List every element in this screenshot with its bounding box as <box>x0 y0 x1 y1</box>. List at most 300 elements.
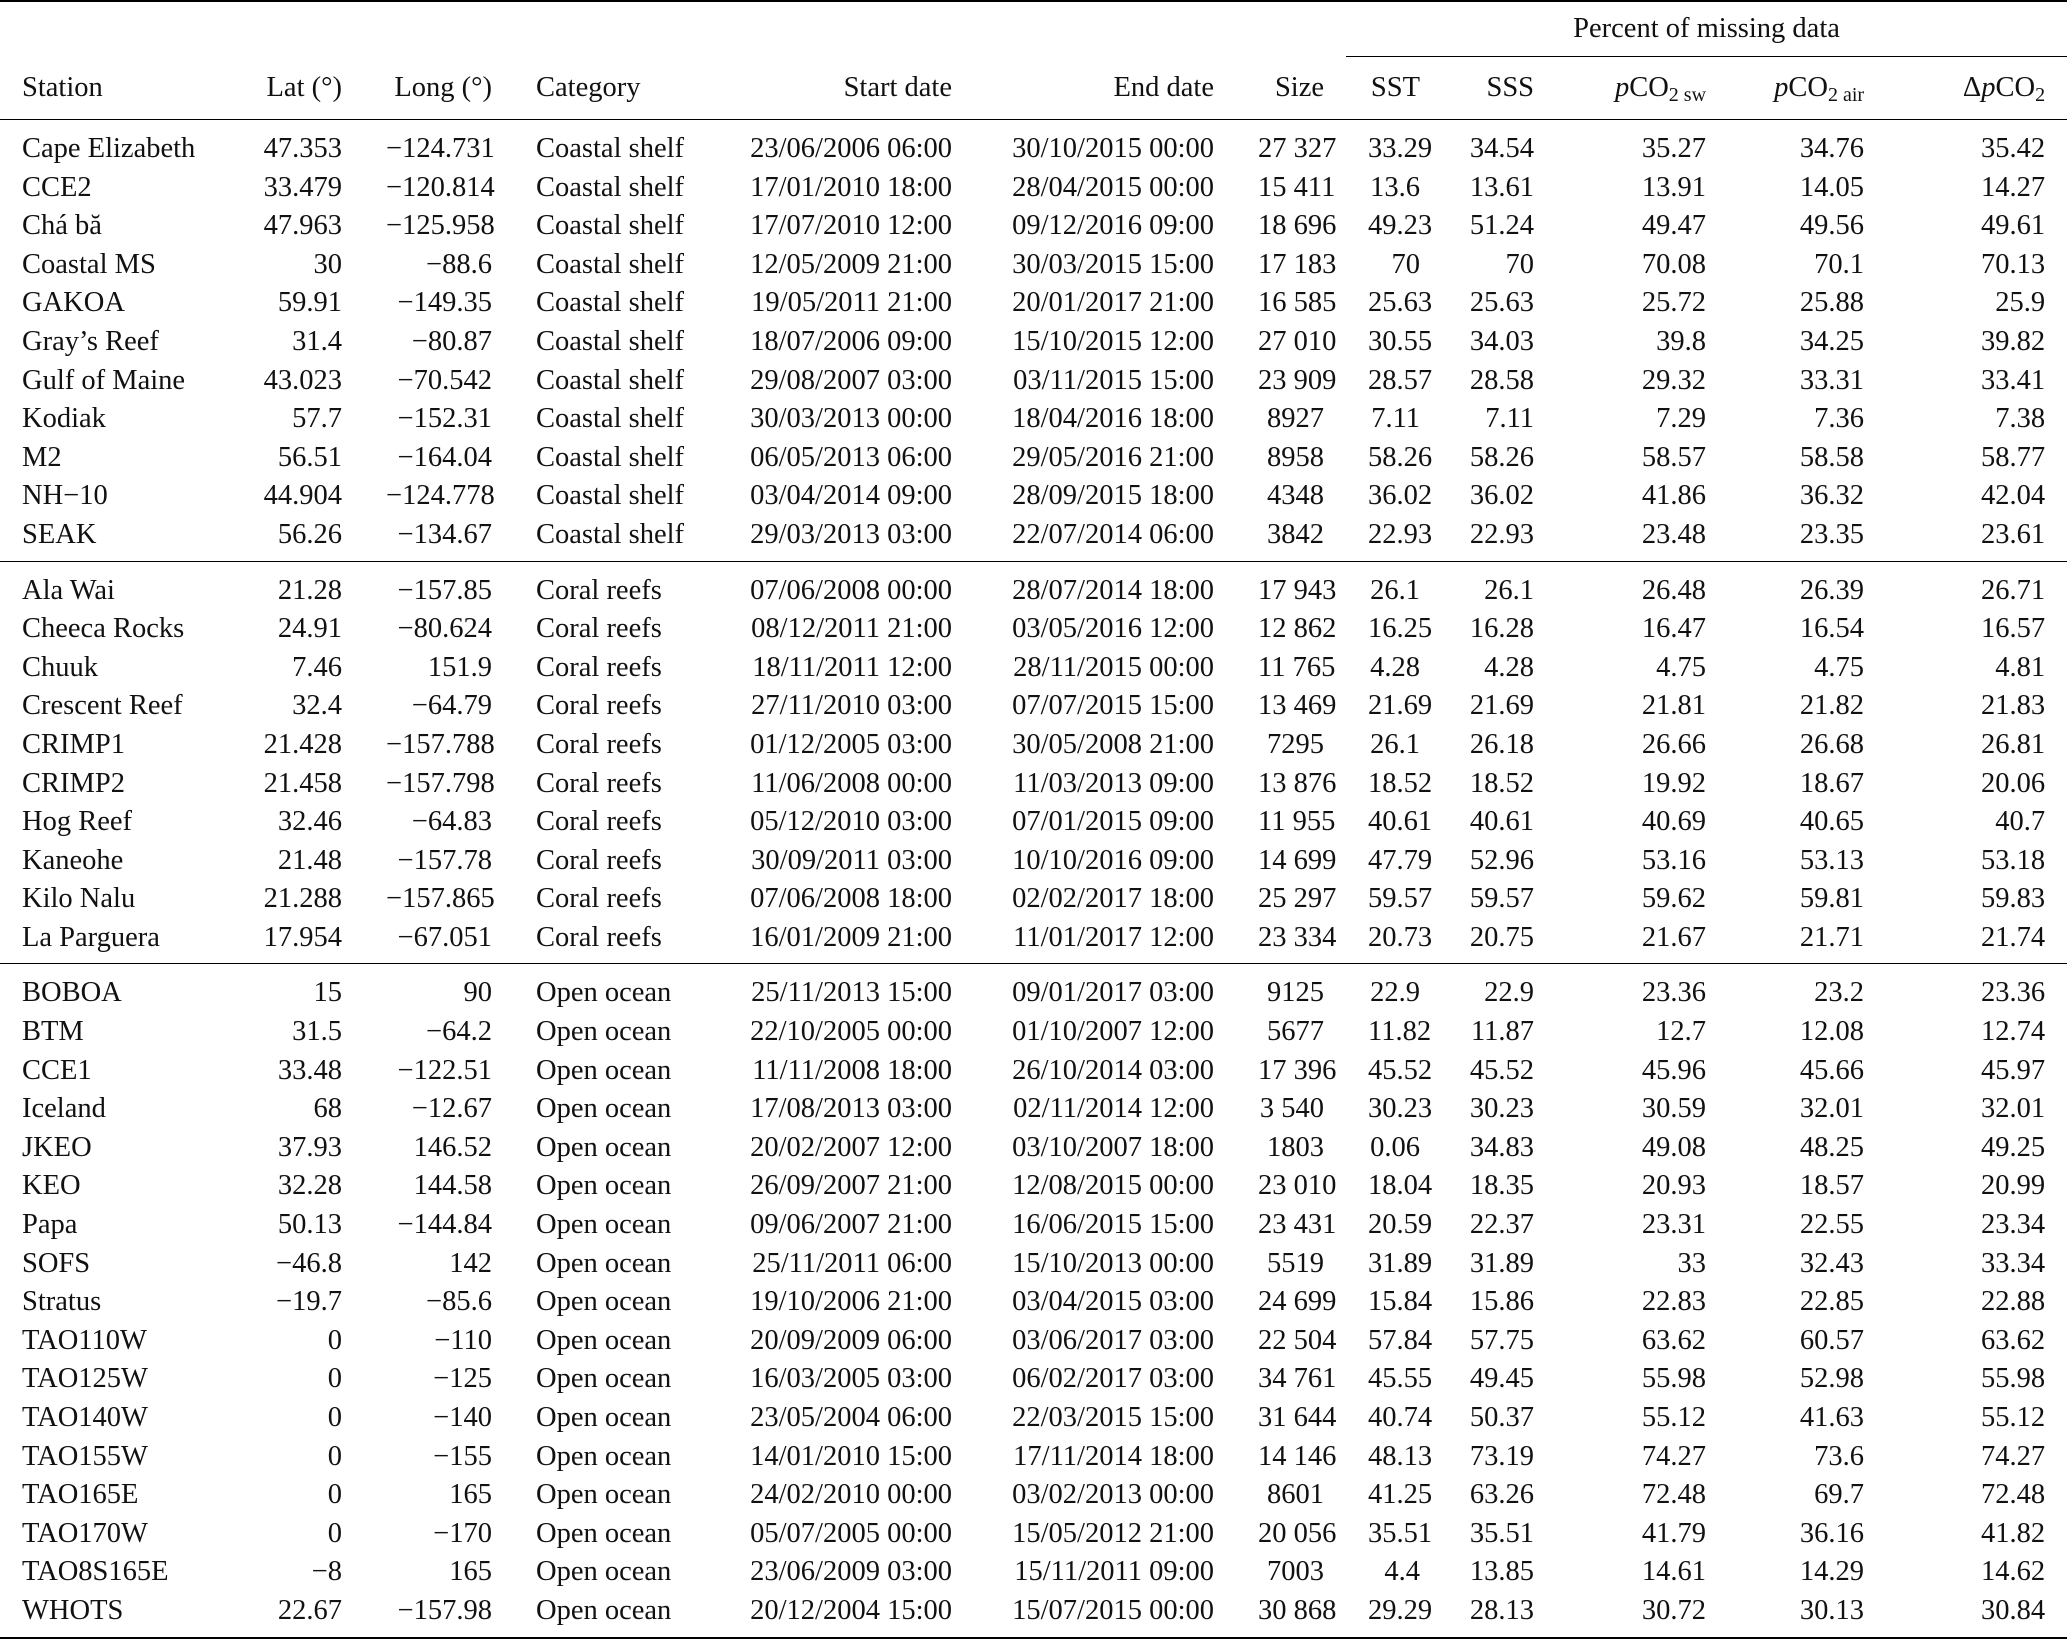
cell-pco2-air: 4.75 <box>1814 651 1865 683</box>
cell-pco2-air: 45.66 <box>1799 1054 1865 1086</box>
cell-delta-pco2: 30.84 <box>1886 1592 2067 1638</box>
cell-long: −152.31 <box>397 403 492 435</box>
cell-sst: 0.06 <box>1370 1131 1421 1163</box>
cell-end-date: 12/08/2015 00:00 <box>1012 1170 1214 1202</box>
cell-pco2-sw: 22.83 <box>1641 1286 1707 1318</box>
percent-missing-header: Percent of missing data <box>1346 1 2067 57</box>
cell-pco2-sw: 21.81 <box>1641 690 1707 722</box>
cell-delta-pco2: 33.34 <box>1980 1247 2046 1279</box>
cell-lat: 22.67 <box>224 1592 364 1638</box>
cell-size: 13 876 <box>1258 767 1337 799</box>
cell-pco2-sw: 21.67 <box>1641 921 1707 953</box>
cell-pco2-air: 30.13 <box>1728 1592 1886 1638</box>
cell-end-date: 30/03/2015 15:00 <box>1012 248 1214 280</box>
cell-pco2-air: 22.85 <box>1799 1286 1865 1318</box>
cell-pco2-air: 36.32 <box>1799 480 1865 512</box>
cell-sss: 35.51 <box>1469 1517 1535 1549</box>
cell-delta-pco2: 35.42 <box>1980 133 2046 164</box>
cell-delta-pco2: 23.34 <box>1980 1209 2046 1241</box>
cell-long: −80.87 <box>411 325 492 357</box>
cell-sst: 70 <box>1391 248 1421 280</box>
cell-long: 151.9 <box>427 651 492 683</box>
cell-lat: 0 <box>327 1363 342 1395</box>
cell-size: 27 010 <box>1258 325 1337 357</box>
cell-pco2-air: 18.57 <box>1799 1170 1865 1202</box>
cell-end-date: 28/11/2015 00:00 <box>1013 651 1214 683</box>
cell-station: Cape Elizabeth <box>22 133 196 164</box>
cell-category: Coral reefs <box>536 728 662 760</box>
cell-pco2-sw: 41.86 <box>1641 480 1707 512</box>
cell-delta-pco2: 14.62 <box>1980 1556 2046 1588</box>
cell-size: 5519 <box>1267 1247 1325 1279</box>
cell-station: Kaneohe <box>22 844 124 876</box>
cell-pco2-sw: 26.48 <box>1556 561 1728 610</box>
cell-station: GAKOA <box>22 287 125 319</box>
cell-start-date: 06/05/2013 06:00 <box>750 441 952 473</box>
table-row <box>0 765 2067 804</box>
cell-category: Coastal shelf <box>536 441 685 473</box>
cell-pco2-air: 34.25 <box>1799 325 1865 357</box>
cell-sss: 52.96 <box>1469 844 1535 876</box>
col-start-date: Start date <box>714 57 974 120</box>
cell-sst: 48.13 <box>1368 1440 1433 1472</box>
cell-start-date: 20/09/2009 06:00 <box>750 1324 952 1356</box>
cell-sss: 34.54 <box>1469 133 1535 164</box>
table-row <box>0 1515 2067 1554</box>
cell-category: Coastal shelf <box>536 210 685 242</box>
cell-start-date: 19/10/2006 21:00 <box>750 1286 952 1318</box>
cell-sst: 22.9 <box>1346 964 1442 1013</box>
cell-sst: 28.57 <box>1368 364 1433 396</box>
cell-station: Kodiak <box>22 403 106 435</box>
cell-category: Open ocean <box>536 1556 672 1588</box>
table-row <box>0 1322 2067 1361</box>
cell-size: 5677 <box>1267 1016 1325 1048</box>
cell-pco2-sw: 74.27 <box>1641 1440 1707 1472</box>
cell-start-date: 26/09/2007 21:00 <box>750 1170 952 1202</box>
cell-pco2-sw: 49.47 <box>1641 210 1707 242</box>
cell-size: 20 056 <box>1258 1517 1337 1549</box>
header-row-columns <box>0 57 2067 120</box>
cell-pco2-sw: 70.08 <box>1641 248 1707 280</box>
cell-lat: 47.963 <box>263 210 342 242</box>
cell-pco2-sw: 41.79 <box>1641 1517 1707 1549</box>
col-size: Size <box>1236 57 1346 120</box>
table-row <box>0 1129 2067 1168</box>
cell-size: 16 585 <box>1258 287 1337 319</box>
cell-pco2-air: 22.55 <box>1799 1209 1865 1241</box>
cell-lat: 32.46 <box>277 806 342 838</box>
cell-lat: 31.4 <box>292 325 342 357</box>
cell-size: 18 696 <box>1258 210 1337 242</box>
cell-size: 4348 <box>1267 480 1325 512</box>
cell-start-date: 05/07/2005 00:00 <box>750 1517 952 1549</box>
cell-sst: 58.26 <box>1368 441 1433 473</box>
cell-sss: 40.61 <box>1469 806 1535 838</box>
cell-size: 7003 <box>1267 1556 1325 1588</box>
cell-long: −70.542 <box>397 364 492 396</box>
col-lat: Lat (°) <box>224 57 364 120</box>
cell-lat: 32.28 <box>277 1170 342 1202</box>
cell-size: 11 765 <box>1258 651 1336 683</box>
cell-long: −122.51 <box>397 1054 492 1086</box>
cell-category: Coastal shelf <box>536 325 685 357</box>
cell-pco2-air: 32.01 <box>1799 1093 1865 1125</box>
table-row <box>0 516 2067 561</box>
cell-delta-pco2: 21.83 <box>1980 690 2046 722</box>
cell-size: 25 297 <box>1258 883 1337 915</box>
cell-category: Open ocean <box>536 1209 672 1241</box>
cell-pco2-sw: 30.72 <box>1556 1592 1728 1638</box>
col-sst: SST <box>1346 57 1442 120</box>
cell-delta-pco2: 21.74 <box>1980 921 2046 953</box>
cell-end-date: 09/12/2016 09:00 <box>1012 210 1214 242</box>
cell-delta-pco2: 14.27 <box>1980 171 2046 203</box>
cell-start-date: 23/05/2004 06:00 <box>750 1402 952 1433</box>
cell-sss: 58.26 <box>1469 441 1535 473</box>
cell-delta-pco2: 7.38 <box>1995 403 2046 435</box>
cell-sss: 22.9 <box>1442 964 1556 1013</box>
cell-sss: 18.35 <box>1469 1170 1535 1202</box>
cell-lat: 31.5 <box>292 1016 342 1048</box>
cell-lat: 33.479 <box>263 171 342 203</box>
cell-station: Papa <box>22 1209 78 1241</box>
cell-lat: 15 <box>224 964 364 1013</box>
cell-sss: 70 <box>1505 248 1535 280</box>
cell-delta-pco2: 49.61 <box>1980 210 2046 242</box>
cell-pco2-air: 33.31 <box>1799 364 1865 396</box>
cell-sss: 57.75 <box>1469 1324 1535 1356</box>
cell-start-date: 07/06/2008 18:00 <box>750 883 952 915</box>
cell-sss: 36.02 <box>1469 480 1535 512</box>
cell-pco2-air: 53.13 <box>1799 844 1865 876</box>
cell-pco2-sw: 53.16 <box>1641 844 1707 876</box>
cell-pco2-sw: 13.91 <box>1641 171 1707 203</box>
cell-sst: 13.6 <box>1370 171 1421 203</box>
cell-sst: 20.59 <box>1368 1209 1433 1241</box>
cell-station: Gulf of Maine <box>22 364 186 396</box>
cell-category: Open ocean <box>536 1247 672 1279</box>
cell-end-date: 15/07/2015 00:00 <box>974 1592 1236 1638</box>
cell-end-date: 03/05/2016 12:00 <box>1012 613 1214 645</box>
cell-sss: 49.45 <box>1469 1363 1535 1395</box>
cell-long: −164.04 <box>397 441 492 473</box>
cell-station: TAO140W <box>22 1402 148 1433</box>
cell-lat: 30 <box>313 248 342 280</box>
cell-pco2-sw: 58.57 <box>1641 441 1707 473</box>
cell-start-date: 29/08/2007 03:00 <box>750 364 952 396</box>
table-row <box>0 400 2067 439</box>
cell-long: −140 <box>433 1402 492 1433</box>
cell-lat: 17.954 <box>263 921 342 953</box>
cell-start-date: 25/11/2013 15:00 <box>714 964 974 1013</box>
cell-size: 9125 <box>1236 964 1346 1013</box>
cell-delta-pco2: 20.06 <box>1980 767 2046 799</box>
cell-pco2-sw: 33 <box>1677 1247 1707 1279</box>
cell-pco2-sw: 26.66 <box>1641 728 1707 760</box>
table-row <box>0 362 2067 401</box>
table-row <box>0 323 2067 362</box>
cell-station: M2 <box>22 441 62 473</box>
cell-start-date: 07/06/2008 00:00 <box>714 561 974 610</box>
cell-sst: 47.79 <box>1368 844 1433 876</box>
cell-sss: 26.18 <box>1469 728 1535 760</box>
table-row <box>0 561 2067 610</box>
cell-category: Coral reefs <box>536 767 662 799</box>
cell-station: TAO170W <box>22 1517 148 1549</box>
cell-sst: 4.28 <box>1370 651 1421 683</box>
cell-pco2-sw: 23.31 <box>1641 1209 1707 1241</box>
cell-start-date: 11/11/2008 18:00 <box>752 1054 952 1086</box>
cell-long: −85.6 <box>426 1286 492 1318</box>
cell-sss: 50.37 <box>1469 1402 1535 1433</box>
cell-start-date: 24/02/2010 00:00 <box>750 1479 952 1511</box>
table-row <box>0 1360 2067 1399</box>
table-row <box>0 1592 2067 1638</box>
cell-delta-pco2: 55.12 <box>1980 1402 2046 1433</box>
cell-end-date: 28/07/2014 18:00 <box>974 561 1236 610</box>
cell-long: −110 <box>434 1324 492 1356</box>
cell-long: −144.84 <box>397 1209 492 1241</box>
cell-sst: 4.4 <box>1384 1556 1421 1588</box>
cell-delta-pco2: 12.74 <box>1980 1016 2046 1048</box>
table-row <box>0 1399 2067 1438</box>
cell-pco2-air: 7.36 <box>1814 403 1865 435</box>
cell-sss: 22.93 <box>1469 518 1535 550</box>
cell-delta-pco2: 63.62 <box>1980 1324 2046 1356</box>
table-row <box>0 1438 2067 1477</box>
cell-size: 34 761 <box>1258 1363 1337 1395</box>
cell-long: −157.865 <box>386 883 495 915</box>
cell-pco2-air: 52.98 <box>1799 1363 1865 1395</box>
cell-station: Hog Reef <box>22 806 133 838</box>
cell-category: Coastal shelf <box>536 403 685 435</box>
cell-sss: 30.23 <box>1469 1093 1535 1125</box>
cell-size: 23 909 <box>1258 364 1337 396</box>
cell-pco2-air: 41.63 <box>1799 1402 1865 1433</box>
cell-lat: 57.7 <box>292 403 342 435</box>
cell-start-date: 18/07/2006 09:00 <box>750 325 952 357</box>
cell-end-date: 07/07/2015 15:00 <box>1012 690 1214 722</box>
cell-station: Iceland <box>22 1093 106 1125</box>
cell-pco2-air: 18.67 <box>1799 767 1865 799</box>
cell-long: −120.814 <box>386 171 495 203</box>
cell-station: TAO155W <box>22 1440 148 1472</box>
table-row <box>0 439 2067 478</box>
cell-long: −157.85 <box>364 561 514 610</box>
cell-long: −64.2 <box>426 1016 492 1048</box>
cell-sss: 15.86 <box>1469 1286 1535 1318</box>
cell-pco2-sw: 12.7 <box>1656 1016 1707 1048</box>
cell-sst: 33.29 <box>1368 133 1433 164</box>
cell-category: Coral reefs <box>536 651 662 683</box>
cell-end-date: 07/01/2015 09:00 <box>1012 806 1214 838</box>
cell-sst: 15.84 <box>1368 1286 1433 1318</box>
cell-size: 23 334 <box>1258 921 1337 953</box>
cell-delta-pco2: 49.25 <box>1980 1131 2046 1163</box>
cell-pco2-air: 21.82 <box>1799 690 1865 722</box>
table-row <box>0 1553 2067 1592</box>
cell-sss: 31.89 <box>1469 1247 1535 1279</box>
cell-sst: 31.89 <box>1368 1247 1433 1279</box>
cell-station: Gray’s Reef <box>22 325 159 357</box>
cell-long: −157.798 <box>386 767 495 799</box>
cell-sst: 49.23 <box>1368 210 1433 242</box>
cell-end-date: 03/02/2013 00:00 <box>1012 1479 1214 1511</box>
cell-end-date: 28/04/2015 00:00 <box>1012 171 1214 203</box>
cell-pco2-air: 59.81 <box>1799 883 1865 915</box>
cell-station: Kilo Nalu <box>22 883 136 915</box>
cell-start-date: 18/11/2011 12:00 <box>752 651 952 683</box>
cell-sst: 35.51 <box>1368 1517 1433 1549</box>
cell-pco2-air: 34.76 <box>1799 133 1865 164</box>
cell-size: 8927 <box>1267 403 1325 435</box>
cell-long: 165 <box>449 1479 492 1511</box>
cell-station: Cheeca Rocks <box>22 613 185 645</box>
cell-size: 17 183 <box>1258 248 1337 280</box>
cell-sst: 7.11 <box>1371 403 1421 435</box>
table-row <box>0 1090 2067 1129</box>
col-station: Station <box>0 57 224 120</box>
cell-sss: 26.1 <box>1442 561 1556 610</box>
cell-lat: 0 <box>327 1517 342 1549</box>
cell-lat: 56.51 <box>277 441 342 473</box>
cell-size: 8958 <box>1267 441 1325 473</box>
cell-lat: −19.7 <box>276 1286 342 1318</box>
table-row <box>0 803 2067 842</box>
cell-category: Open ocean <box>536 1170 672 1202</box>
cell-delta-pco2: 23.36 <box>1886 964 2067 1013</box>
cell-end-date: 18/04/2016 18:00 <box>1012 403 1214 435</box>
cell-end-date: 30/05/2008 21:00 <box>1012 728 1214 760</box>
cell-delta-pco2: 58.77 <box>1980 441 2046 473</box>
cell-delta-pco2: 23.61 <box>1980 518 2046 550</box>
cell-size: 17 396 <box>1258 1054 1337 1086</box>
cell-category: Open ocean <box>536 1363 672 1395</box>
cell-sss: 28.13 <box>1442 1592 1556 1638</box>
cell-station: SEAK <box>22 518 97 550</box>
col-category: Category <box>514 57 714 120</box>
col-long: Long (°) <box>364 57 514 120</box>
cell-lat: −8 <box>311 1556 342 1588</box>
cell-start-date: 17/08/2013 03:00 <box>750 1093 952 1125</box>
table-row <box>0 1206 2067 1245</box>
cell-station: Crescent Reef <box>22 690 183 722</box>
cell-sst: 30.23 <box>1368 1093 1433 1125</box>
cell-pco2-air: 14.29 <box>1799 1556 1865 1588</box>
cell-delta-pco2: 32.01 <box>1980 1093 2046 1125</box>
cell-end-date: 20/01/2017 21:00 <box>1012 287 1214 319</box>
cell-pco2-air: 70.1 <box>1814 248 1865 280</box>
cell-pco2-air: 23.2 <box>1728 964 1886 1013</box>
col-sss: SSS <box>1442 57 1556 120</box>
cell-category: Coastal shelf <box>536 518 685 550</box>
cell-size: 14 146 <box>1258 1440 1337 1472</box>
cell-end-date: 15/10/2015 12:00 <box>1012 325 1214 357</box>
cell-size: 1803 <box>1267 1131 1325 1163</box>
cell-lat: 37.93 <box>277 1131 342 1163</box>
cell-start-date: 08/12/2011 21:00 <box>751 613 952 645</box>
cell-delta-pco2: 20.99 <box>1980 1170 2046 1202</box>
header-row-group <box>0 1 2067 57</box>
cell-size: 12 862 <box>1258 613 1337 645</box>
cell-category: Open ocean <box>514 964 714 1013</box>
cell-sst: 18.52 <box>1368 767 1433 799</box>
cell-pco2-air: 26.39 <box>1728 561 1886 610</box>
table-row <box>0 246 2067 285</box>
group-coral-reefs <box>0 561 2067 964</box>
table-row <box>0 1476 2067 1515</box>
cell-pco2-air: 23.35 <box>1799 518 1865 550</box>
cell-sss: 22.37 <box>1469 1209 1535 1241</box>
cell-delta-pco2: 22.88 <box>1980 1286 2046 1318</box>
cell-sss: 21.69 <box>1469 690 1535 722</box>
cell-category: Coastal shelf <box>536 480 685 512</box>
cell-category: Open ocean <box>536 1016 672 1048</box>
table-row <box>0 284 2067 323</box>
cell-size: 7295 <box>1267 728 1325 760</box>
cell-end-date: 22/07/2014 06:00 <box>1012 518 1214 550</box>
cell-lat: 32.4 <box>292 690 342 722</box>
cell-long: −149.35 <box>397 287 492 319</box>
cell-pco2-sw: 23.48 <box>1641 518 1707 550</box>
cell-start-date: 16/03/2005 03:00 <box>750 1363 952 1395</box>
cell-sst: 26.1 <box>1370 728 1421 760</box>
cell-delta-pco2: 26.81 <box>1980 728 2046 760</box>
table-row <box>0 687 2067 726</box>
table-row <box>0 169 2067 208</box>
cell-sst: 57.84 <box>1368 1324 1433 1356</box>
cell-end-date: 15/11/2011 09:00 <box>1014 1556 1214 1588</box>
cell-pco2-sw: 23.36 <box>1556 964 1728 1013</box>
cell-start-date: 01/12/2005 03:00 <box>750 728 952 760</box>
cell-station: BOBOA <box>0 964 224 1013</box>
cell-lat: 24.91 <box>277 613 342 645</box>
cell-category: Coral reefs <box>536 921 662 953</box>
cell-delta-pco2: 53.18 <box>1980 844 2046 876</box>
cell-pco2-air: 26.68 <box>1799 728 1865 760</box>
cell-start-date: 03/04/2014 09:00 <box>750 480 952 512</box>
cell-delta-pco2: 72.48 <box>1980 1479 2046 1511</box>
cell-sss: 11.87 <box>1470 1016 1535 1048</box>
cell-sss: 7.11 <box>1485 403 1535 435</box>
cell-station: CCE1 <box>22 1054 92 1086</box>
cell-pco2-sw: 39.8 <box>1656 325 1707 357</box>
cell-station: La Parguera <box>22 921 160 953</box>
cell-sss: 16.28 <box>1469 613 1535 645</box>
cell-delta-pco2: 39.82 <box>1980 325 2046 357</box>
cell-delta-pco2: 26.71 <box>1886 561 2067 610</box>
cell-size: 27 327 <box>1258 133 1337 164</box>
cell-sst: 40.74 <box>1368 1402 1433 1433</box>
cell-delta-pco2: 16.57 <box>1980 613 2046 645</box>
cell-start-date: 12/05/2009 21:00 <box>750 248 952 280</box>
cell-lat: 21.48 <box>277 844 342 876</box>
cell-pco2-air: 32.43 <box>1799 1247 1865 1279</box>
cell-lat: 21.428 <box>263 728 342 760</box>
cell-size: 3842 <box>1267 518 1325 550</box>
cell-size: 15 411 <box>1258 171 1336 203</box>
cell-lat: 50.13 <box>277 1209 342 1241</box>
cell-end-date: 28/09/2015 18:00 <box>1012 480 1214 512</box>
cell-station: CCE2 <box>22 171 92 203</box>
cell-category: Open ocean <box>536 1324 672 1356</box>
cell-long: 142 <box>449 1247 492 1279</box>
cell-sst: 45.52 <box>1368 1054 1433 1086</box>
cell-station: Chá bă <box>22 210 102 242</box>
table-row <box>0 207 2067 246</box>
cell-end-date: 09/01/2017 03:00 <box>974 964 1236 1013</box>
